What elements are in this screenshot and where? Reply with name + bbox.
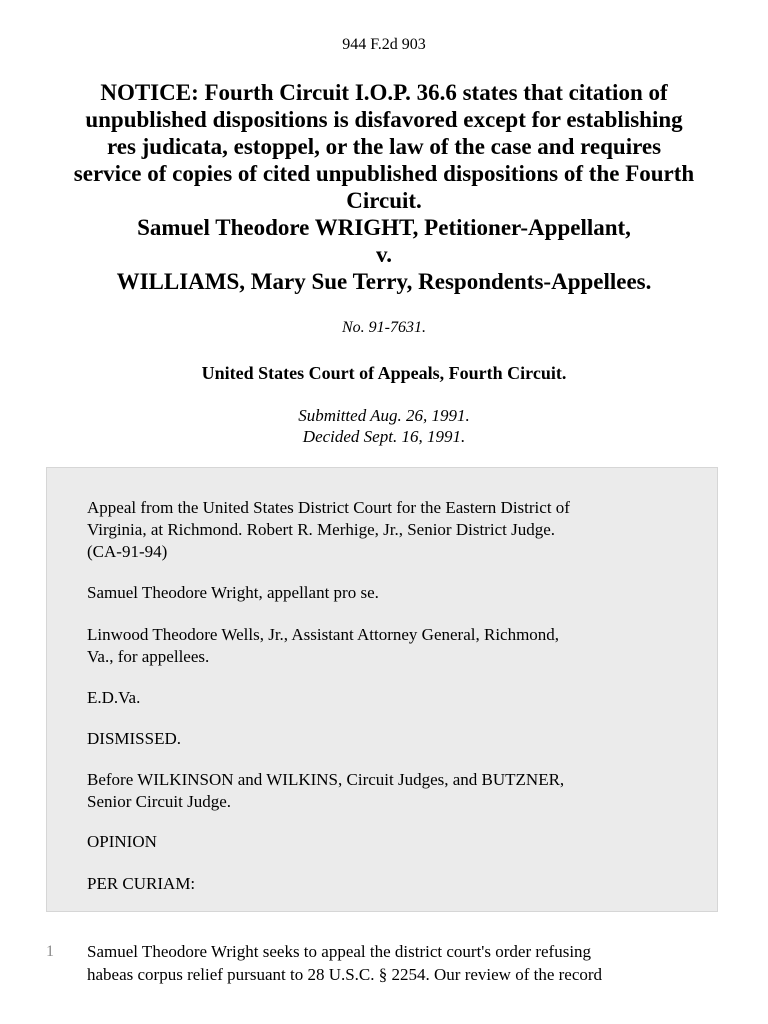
court-name: United States Court of Appeals, Fourth Circuit. <box>201 363 567 383</box>
appellee-counsel-line: Linwood Theodore Wells, Jr., Assistant Attorney General, Richmond, <box>87 625 560 644</box>
case-title-block <box>40 79 728 295</box>
notice-line: unpublished dispositions is disfavored except for establishing <box>85 107 683 132</box>
notice-line: Circuit. <box>346 188 422 213</box>
district-label: E.D.Va. <box>87 688 141 707</box>
paragraph-line: Samuel Theodore Wright seeks to appeal the district court's order refusing <box>87 942 592 961</box>
paragraph-line: habeas corpus relief pursuant to 28 U.S.C. § 2254. Our review of the record <box>87 965 603 984</box>
docket-number: No. 91-7631. <box>342 319 426 336</box>
per-curiam-label: PER CURIAM: <box>87 874 196 893</box>
appellant-counsel: Samuel Theodore Wright, appellant pro se. <box>87 583 379 602</box>
notice-line: service of copies of cited unpublished dispositions of the Fourth <box>73 161 695 186</box>
appeal-from-line: Virginia, at Richmond. Robert R. Merhige, Jr., Senior District Judge. <box>87 520 555 539</box>
appellant-party: Samuel Theodore WRIGHT, Petitioner-Appellant, <box>137 215 631 240</box>
notice-line: NOTICE: Fourth Circuit I.O.P. 36.6 states that citation of <box>100 80 668 105</box>
versus-label: v. <box>376 242 392 267</box>
disposition-label: DISMISSED. <box>87 729 181 748</box>
case-dates <box>0 405 768 447</box>
decided-date: Decided Sept. 16, 1991. <box>302 427 466 446</box>
notice-line: res judicata, estoppel, or the law of the case and requires <box>106 134 662 159</box>
submitted-date: Submitted Aug. 26, 1991. <box>298 406 470 425</box>
appeal-from <box>87 497 687 563</box>
appeal-from-line: Appeal from the United States District Court for the Eastern District of <box>87 498 570 517</box>
appellees-party: WILLIAMS, Mary Sue Terry, Respondents-Appellees. <box>116 269 652 294</box>
panel-line: Senior Circuit Judge. <box>87 792 232 811</box>
appellee-counsel-line: Va., for appellees. <box>87 647 210 666</box>
paragraph-number: 1 <box>46 943 54 960</box>
opinion-label: OPINION <box>87 832 157 851</box>
appellee-counsel <box>87 624 687 668</box>
paragraph-text <box>87 940 697 986</box>
appeal-from-line: (CA-91-94) <box>87 542 168 561</box>
case-citation: 944 F.2d 903 <box>342 36 426 53</box>
case-info-box <box>46 467 718 912</box>
panel-judges <box>87 769 687 813</box>
panel-line: Before WILKINSON and WILKINS, Circuit Judges, and BUTZNER, <box>87 770 565 789</box>
